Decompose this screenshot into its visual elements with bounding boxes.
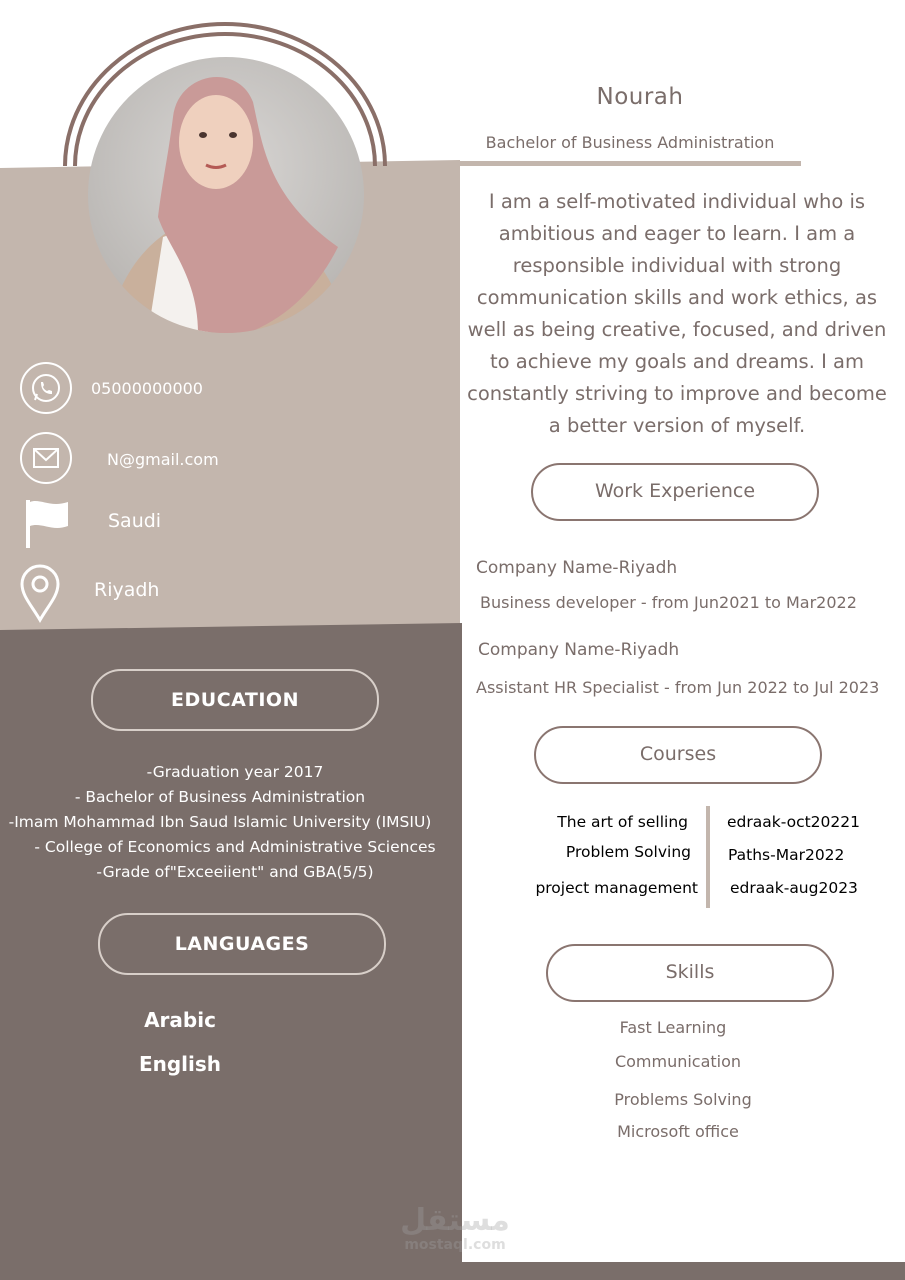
course-name: Problem Solving — [565, 843, 691, 861]
work-experience-heading: Work Experience — [531, 463, 819, 521]
country: Saudi — [108, 510, 162, 532]
education-heading: EDUCATION — [91, 669, 379, 731]
education-line: - College of Economics and Administrative Sciences — [34, 838, 436, 856]
skill-item: Problems Solving — [614, 1090, 752, 1109]
email-address: N@gmail.com — [107, 450, 219, 469]
watermark-arabic: مستقل — [400, 1203, 510, 1238]
skills-heading: Skills — [546, 944, 834, 1002]
watermark — [395, 1205, 515, 1253]
languages-heading: LANGUAGES — [98, 913, 386, 975]
location-pin-icon — [18, 562, 62, 624]
title-underline — [458, 161, 801, 166]
mail-icon — [20, 432, 72, 484]
summary-paragraph: I am a self-motivated individual who is ambitious and eager to learn. I am a responsible individual with strong communication skills and work ethics, as well as being creative, focused, and driven to achieve my goals and dreams. I am constantly striving to improve and become a better version of myself. — [467, 190, 887, 437]
city: Riyadh — [94, 579, 160, 601]
language-item: Arabic — [144, 1008, 216, 1032]
work-role: Business developer - from Jun2021 to Mar2022 — [480, 593, 857, 612]
skill-item: Communication — [614, 1052, 742, 1071]
work-company: Company Name-Riyadh — [476, 558, 678, 578]
language-item: English — [138, 1052, 222, 1076]
watermark-site: mostaql.com — [404, 1237, 506, 1253]
flag-icon — [20, 496, 72, 550]
phone-number: 05000000000 — [91, 379, 203, 398]
education-line: - Bachelor of Business Administration — [74, 788, 366, 806]
education-line: -Imam Mohammad Ibn Saud Islamic University (IMSIU) — [8, 813, 432, 831]
bottom-bar — [462, 1262, 905, 1280]
course-provider: Paths-Mar2022 — [728, 846, 845, 864]
skill-item: Fast Learning — [619, 1018, 727, 1037]
course-name: The art of selling — [557, 813, 688, 831]
skill-item: Microsoft office — [617, 1122, 739, 1141]
education-line: -Graduation year 2017 — [146, 763, 324, 781]
profile-photo — [88, 57, 364, 333]
course-provider: edraak-oct20221 — [727, 813, 860, 831]
work-role: Assistant HR Specialist - from Jun 2022 to Jul 2023 — [476, 678, 880, 697]
person-name: Nourah — [596, 84, 684, 110]
education-line: -Grade of"Exceeiient" and GBA(5/5) — [96, 863, 374, 881]
courses-heading: Courses — [534, 726, 822, 784]
work-company: Company Name-Riyadh — [478, 640, 680, 660]
courses-divider — [706, 806, 710, 908]
whatsapp-icon — [20, 362, 72, 414]
course-name: project management — [535, 879, 698, 897]
course-provider: edraak-aug2023 — [730, 879, 858, 897]
person-title: Bachelor of Business Administration — [485, 133, 775, 152]
